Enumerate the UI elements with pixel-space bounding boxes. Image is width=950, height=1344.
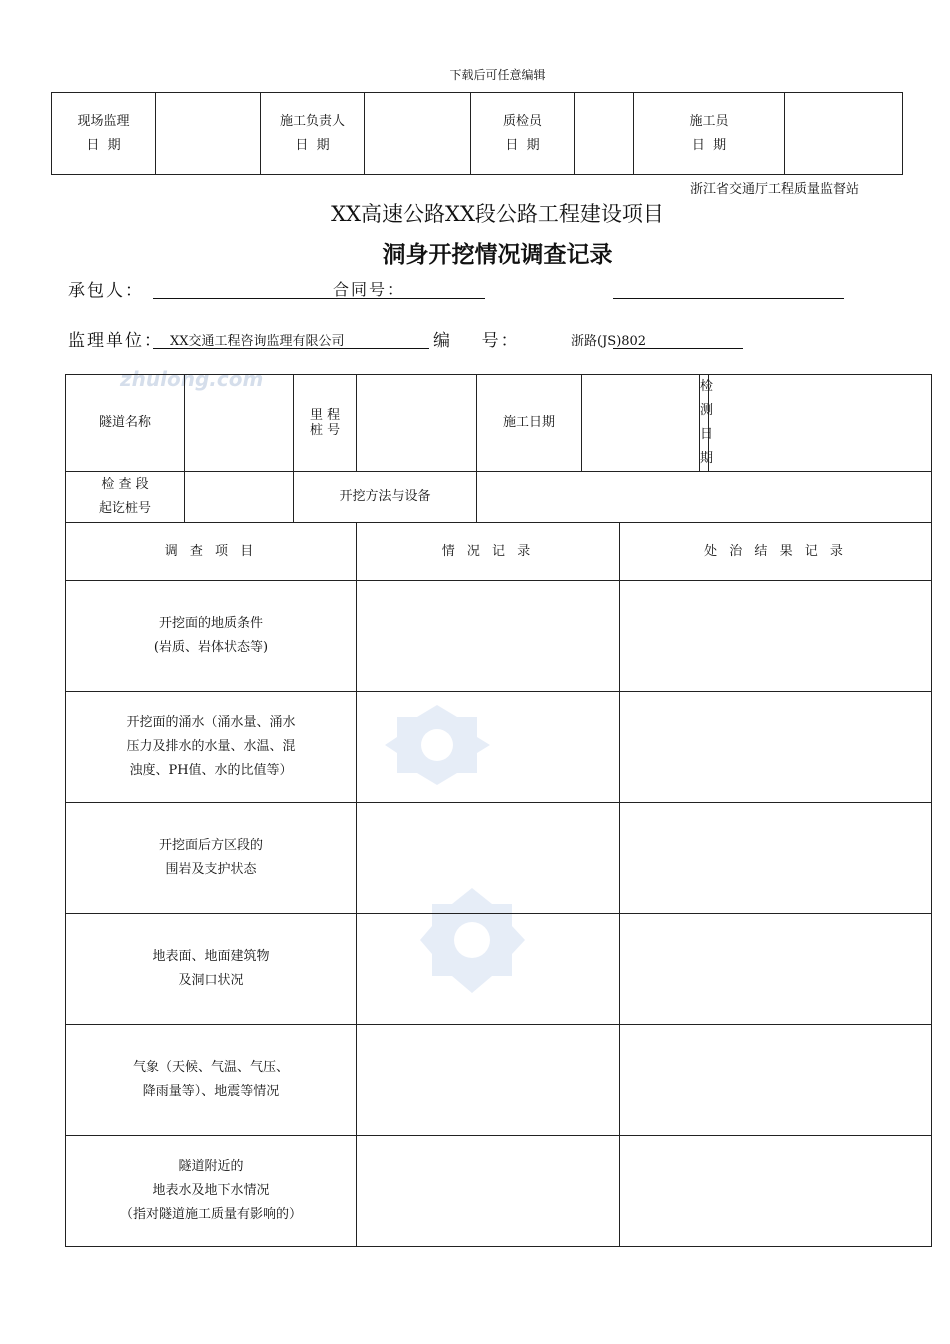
record-geology[interactable] bbox=[357, 581, 620, 692]
supervisor-label: 监理单位： bbox=[68, 331, 163, 351]
treatment-rear-support[interactable] bbox=[620, 803, 932, 914]
treatment-groundwater[interactable] bbox=[620, 1136, 932, 1247]
number-value: 浙路(JS)802 bbox=[571, 334, 647, 349]
inspection-date-label: 检测日期 bbox=[700, 375, 709, 472]
mileage-label: 里 程 桩 号 bbox=[294, 375, 357, 472]
sign-supervisor-label: 现场监理 日 期 bbox=[52, 93, 156, 175]
top-note: 下载后可任意编辑 bbox=[449, 68, 546, 82]
sign-worker-cell[interactable] bbox=[785, 93, 903, 175]
record-water-inflow[interactable] bbox=[357, 692, 620, 803]
inspection-date-cell[interactable] bbox=[709, 375, 932, 472]
sign-supervisor-cell[interactable] bbox=[156, 93, 261, 175]
section-cell[interactable] bbox=[185, 472, 294, 523]
header-survey-item: 调 查 项 目 bbox=[66, 523, 357, 581]
item-water-inflow: 开挖面的涌水（涌水量、涌水 压力及排水的水量、水温、混 浊度、PH值、水的比值等） bbox=[66, 692, 357, 803]
tunnel-name-label: 隧道名称 bbox=[66, 375, 185, 472]
sign-construction-lead-cell[interactable] bbox=[365, 93, 471, 175]
signature-table bbox=[51, 92, 903, 175]
watermark-text: zhulong.com bbox=[120, 367, 264, 391]
item-rear-support: 开挖面后方区段的 围岩及支护状态 bbox=[66, 803, 357, 914]
record-rear-support[interactable] bbox=[357, 803, 620, 914]
construction-date-cell[interactable] bbox=[582, 375, 700, 472]
method-label: 开挖方法与设备 bbox=[294, 472, 477, 523]
item-geology: 开挖面的地质条件 (岩质、岩体状态等) bbox=[66, 581, 357, 692]
treatment-water-inflow[interactable] bbox=[620, 692, 932, 803]
tunnel-name-cell[interactable] bbox=[185, 375, 294, 472]
item-groundwater: 隧道附近的 地表水及地下水情况 （指对隧道施工质量有影响的） bbox=[66, 1136, 357, 1247]
project-title: XX高速公路XX段公路工程建设项目 bbox=[331, 202, 664, 226]
item-surface-buildings: 地表面、地面建筑物 及洞口状况 bbox=[66, 914, 357, 1025]
item-weather: 气象（天候、气温、气压、 降雨量等）、地震等情况 bbox=[66, 1025, 357, 1136]
record-weather[interactable] bbox=[357, 1025, 620, 1136]
contract-no-field[interactable] bbox=[613, 298, 844, 299]
construction-date-label: 施工日期 bbox=[477, 375, 582, 472]
section-label: 检 查 段 起讫桩号 bbox=[66, 472, 185, 523]
survey-table bbox=[65, 374, 932, 1247]
number-label: 编 号： bbox=[433, 331, 520, 351]
treatment-geology[interactable] bbox=[620, 581, 932, 692]
header-treatment-record: 处 治 结 果 记 录 bbox=[620, 523, 932, 581]
header-status-record: 情 况 记 录 bbox=[357, 523, 620, 581]
treatment-weather[interactable] bbox=[620, 1025, 932, 1136]
record-surface-buildings[interactable] bbox=[357, 914, 620, 1025]
issuer-name: 浙江省交通厅工程质量监督站 bbox=[690, 182, 860, 197]
sign-inspector-label: 质检员 日 期 bbox=[471, 93, 575, 175]
record-groundwater[interactable] bbox=[357, 1136, 620, 1247]
document-title: 洞身开挖情况调查记录 bbox=[382, 242, 613, 268]
sign-inspector-cell[interactable] bbox=[575, 93, 634, 175]
supervisor-value: XX交通工程咨询监理有限公司 bbox=[170, 334, 345, 349]
treatment-surface-buildings[interactable] bbox=[620, 914, 932, 1025]
mileage-cell[interactable] bbox=[357, 375, 477, 472]
contractor-field[interactable] bbox=[153, 298, 485, 299]
contractor-label: 承包人： bbox=[68, 281, 144, 301]
contract-no-label: 合同号： bbox=[333, 280, 406, 299]
method-cell[interactable] bbox=[477, 472, 932, 523]
sign-worker-label: 施工员 日 期 bbox=[634, 93, 785, 175]
sign-construction-lead-label: 施工负责人 日 期 bbox=[261, 93, 365, 175]
